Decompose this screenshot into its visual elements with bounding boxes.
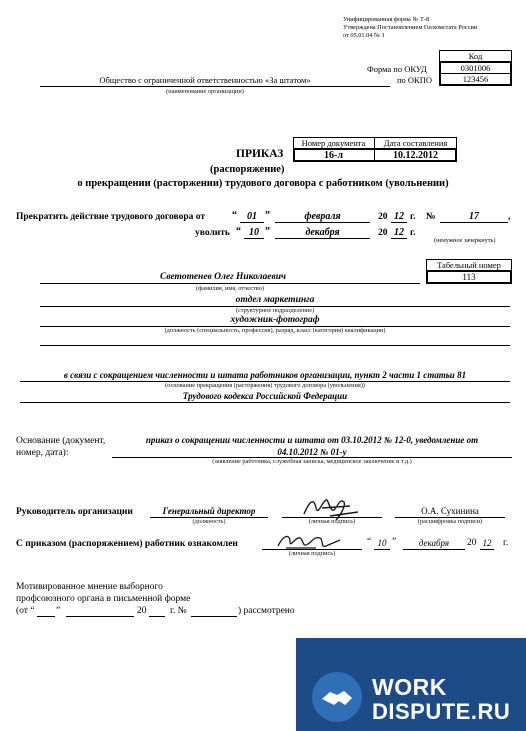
- doc-number: 16-л: [324, 150, 343, 161]
- position: художник-фотограф: [230, 315, 320, 325]
- head-label: Руководитель организации: [16, 507, 133, 517]
- organization-name: Общество с ограниченной ответственностью «За штатом»: [99, 75, 311, 85]
- okud-label: Форма по ОКУД: [367, 64, 427, 74]
- approved-date-label: от 05.01.04 № 1: [343, 32, 385, 39]
- basis-value-1: приказ о сокращении численности и штата от 03.10.2012 № 12-0, уведомление от: [145, 435, 479, 445]
- doc-date-header: Дата составления: [383, 138, 448, 148]
- head-signature-caption: (личная подпись): [308, 518, 356, 525]
- contract-year: 12: [394, 211, 404, 222]
- head-position-caption: (должность): [192, 518, 226, 525]
- doc-date: 10.12.2012: [393, 150, 438, 161]
- department-caption: (структурное подразделение): [235, 307, 315, 314]
- reason-line-1: в связи с сокращением численности и штата работников организации, пункт 2 части 1 статьи 81: [63, 370, 467, 380]
- employee-name: Светотенев Олег Николаевич: [160, 272, 286, 282]
- dismiss-day: 10: [249, 227, 259, 238]
- doc-number-header: Номер документа: [301, 138, 366, 148]
- contract-month: февраля: [304, 211, 341, 222]
- order-description: о прекращении (расторжении) трудового договора с работником (увольнении): [77, 178, 449, 189]
- dismiss-label: уволить: [195, 228, 230, 238]
- dismiss-month: декабря: [305, 227, 340, 238]
- reason-line-2: Трудового кодекса Российской Федерации: [182, 391, 348, 401]
- basis-caption: (заявление работника, служебная записка, медицинское заключение и т.д.): [212, 458, 412, 465]
- okpo-label: по ОКПО: [397, 75, 433, 85]
- approved-by-label: Утверждена Постановлением Госкомстата России: [343, 24, 478, 31]
- union-line-2: профсоюзного органа в письменной форме: [16, 594, 191, 604]
- handshake-icon: [312, 672, 362, 722]
- termination-label: Прекратить действие трудового договора от: [16, 212, 206, 222]
- head-position: Генеральный директор: [162, 506, 256, 516]
- unified-form-label: Унифицированная форма № Т-8: [343, 16, 430, 23]
- reason-caption: (основание прекращения (расторжения) трудового договора (увольнения)): [165, 382, 365, 389]
- position-caption: (должность (специальность, профессия), разряд, класс (категория) квалификации): [164, 327, 386, 334]
- basis-label-2: номер, дата):: [16, 448, 69, 458]
- basis-label-1: Основание (документ,: [16, 436, 106, 446]
- dismiss-year: 12: [394, 227, 404, 238]
- tab-number-header: Табельный номер: [437, 260, 501, 270]
- tab-number: 113: [462, 272, 476, 282]
- okpo-value: 123456: [462, 74, 489, 84]
- watermark-line-1: WORK: [372, 674, 447, 700]
- order-subtitle: (распоряжение): [210, 164, 285, 175]
- okud-value: 0301006: [460, 63, 491, 73]
- head-name: О.А. Сухинина: [421, 506, 479, 516]
- ack-day: 10: [377, 538, 387, 548]
- department: отдел маркетинга: [235, 295, 315, 305]
- ack-month: декабря: [418, 538, 450, 548]
- watermark-line-2: DISPUTE.RU: [372, 699, 511, 724]
- contract-number: 17: [469, 211, 479, 222]
- order-title: ПРИКАЗ: [236, 148, 284, 160]
- head-name-caption: (расшифровка подписи): [417, 518, 483, 525]
- code-header: Код: [468, 51, 483, 61]
- organization-caption: (наименование организации): [166, 88, 244, 95]
- ack-signature-caption: (личная подпись): [288, 550, 336, 557]
- cross-out-note: (ненужное зачеркнуть): [434, 237, 496, 244]
- employee-name-caption: (фамилия, имя, отчество): [196, 285, 264, 292]
- basis-value-2: 04.10.2012 № 01-у: [277, 447, 347, 457]
- acquainted-label: С приказом (распоряжением) работник ознакомлен: [16, 539, 238, 549]
- contract-day: 01: [247, 211, 257, 222]
- ack-year: 12: [482, 538, 492, 548]
- union-line-1: Мотивированное мнение выборного: [16, 582, 163, 592]
